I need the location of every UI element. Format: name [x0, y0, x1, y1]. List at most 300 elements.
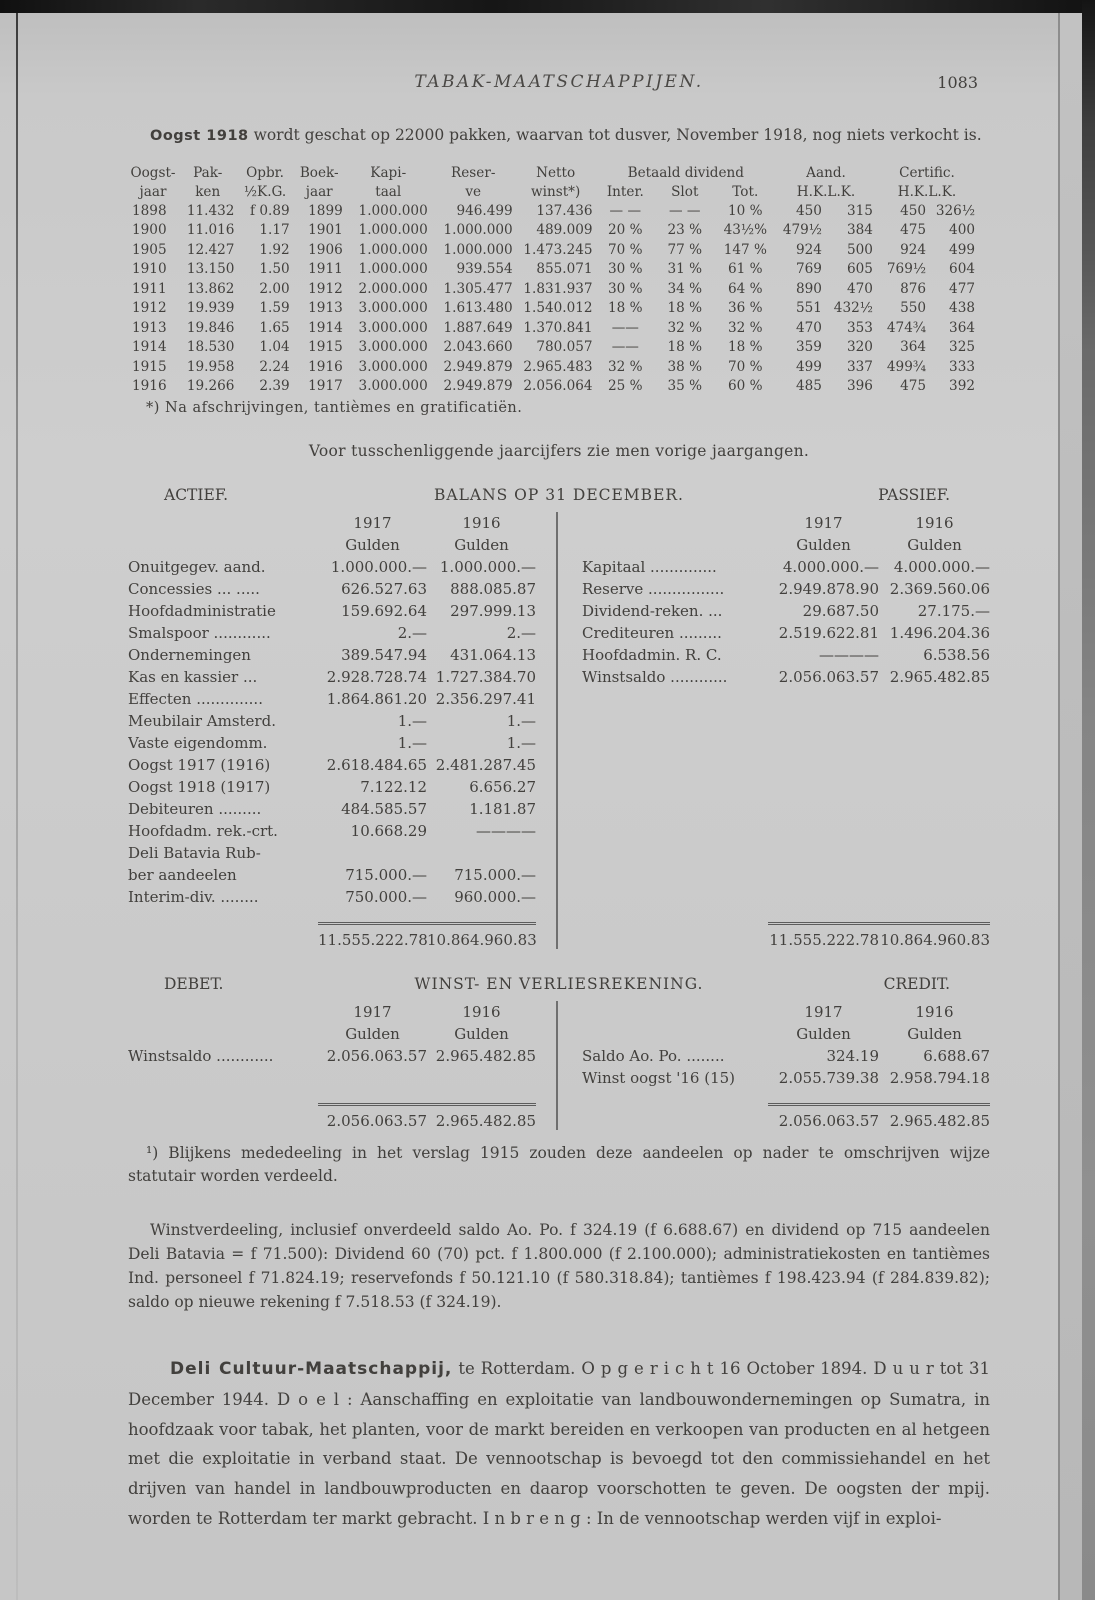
stats-cell: 1912	[132, 300, 167, 317]
ledger-label: Deli Batavia Rub-	[128, 843, 261, 862]
stats-cell: 147 %	[723, 241, 767, 258]
balans-section	[128, 486, 990, 949]
ledger-row	[128, 600, 536, 622]
deli-paragraph	[128, 1354, 990, 1533]
winst-verlies-section	[128, 975, 990, 1130]
ledger-row	[128, 644, 536, 666]
currency-label: Gulden	[907, 535, 962, 554]
stats-cell: 32 %	[728, 319, 763, 336]
currency-label: Gulden	[796, 1024, 851, 1043]
ledger-label: Reserve ................	[582, 579, 725, 598]
ledger-label: Vaste eigendomm.	[128, 733, 268, 752]
stats-row	[128, 241, 978, 261]
ledger-value-1917: ————	[819, 645, 879, 664]
year-1917: 1917	[353, 1002, 392, 1021]
ledger-value-1917: 4.000.000.—	[782, 557, 879, 576]
stats-cell: 475	[900, 222, 927, 239]
col-nettowinst: Netto	[536, 164, 576, 181]
col-oogstjaar-sub: jaar	[139, 183, 167, 200]
passief-total-1916: 10.864.960.83	[879, 922, 990, 949]
stats-cell: 890	[796, 280, 822, 297]
stats-cell: 25 %	[608, 378, 643, 395]
ledger-label: Onuitgegev. aand.	[128, 557, 266, 576]
ledger-row	[582, 644, 990, 666]
stats-cell: 31 %	[667, 261, 703, 278]
deli-company-name: Deli Cultuur-Maatschappij,	[170, 1359, 453, 1380]
actief-year-header	[128, 512, 536, 534]
stats-cell: 2.949.879	[443, 358, 513, 375]
stats-cell: 1.59	[259, 300, 290, 317]
currency-label: Gulden	[454, 1024, 509, 1043]
col-aandeelen: Aand.	[806, 164, 846, 181]
stats-cell: 1898	[132, 202, 167, 219]
stats-cell: 432½	[833, 300, 873, 317]
ledger-value-1916: ————	[476, 821, 536, 840]
ledger-value-1916: 2.965.482.85	[435, 1046, 536, 1065]
ledger-value-1917: 2.618.484.65	[326, 755, 427, 774]
stats-row	[128, 377, 978, 397]
wv-totals	[128, 1103, 990, 1130]
ledger-label: Concessies ... .....	[128, 579, 260, 598]
stats-cell: 1901	[308, 222, 343, 239]
stats-table	[128, 164, 978, 397]
stats-cell: 551	[796, 300, 822, 317]
stats-cell: 325	[949, 339, 975, 356]
col-opbrengst-sub: ½K.G.	[243, 183, 287, 200]
ledger-row	[128, 556, 536, 578]
ledger-value-1917: 1.—	[397, 711, 427, 730]
stats-cell: 13.862	[186, 280, 235, 297]
ledger-label: Effecten ..............	[128, 689, 263, 708]
ledger-value-1917: 1.864.861.20	[326, 689, 427, 708]
ledger-value-1917: 626.527.63	[341, 579, 427, 598]
stats-cell: 876	[900, 280, 927, 297]
actief-total-1916: 10.864.960.83	[427, 922, 536, 949]
scan-top-edge	[0, 0, 1095, 13]
col-kapitaal-sub: taal	[375, 183, 402, 200]
debet-total-1917: 2.056.063.57	[318, 1103, 427, 1130]
stats-cell: 137.436	[536, 202, 593, 219]
debet-currency-header	[128, 1023, 536, 1045]
stats-cell: 1900	[132, 222, 167, 239]
stats-cell: 1915	[308, 339, 343, 356]
col-pakken: Pak-	[193, 164, 223, 181]
ledger-row	[582, 666, 990, 688]
ledger-row	[128, 666, 536, 688]
ledger-label: Saldo Ao. Po. ........	[582, 1046, 725, 1065]
stats-cell: 499	[949, 241, 975, 258]
stats-cell: 2.24	[259, 358, 290, 375]
stats-cell: 353	[846, 319, 873, 336]
ledger-row	[582, 622, 990, 644]
year-1917: 1917	[804, 513, 843, 532]
ledger-row	[128, 754, 536, 776]
stats-cell: 20 %	[608, 222, 643, 239]
col-cert-hklk-sub: H.K.L.K.	[897, 183, 957, 200]
stats-cell: 19.266	[186, 378, 235, 395]
col-betaald-dividend: Betaald dividend	[627, 164, 744, 181]
stats-cell: 392	[949, 378, 975, 395]
stats-cell: 1.305.477	[443, 280, 513, 297]
stats-row	[128, 319, 978, 339]
stats-cell: 1899	[308, 202, 343, 219]
ledger-value-1917: 159.692.64	[341, 601, 427, 620]
interim-note: Voor tusschenliggende jaarcijfers zie men vorige jaargangen.	[308, 441, 810, 460]
stats-cell: 23 %	[667, 222, 703, 239]
debet-column	[128, 1001, 536, 1067]
stats-cell: 1.65	[259, 319, 290, 336]
stats-cell: 438	[949, 300, 975, 317]
debet-heading: DEBET.	[164, 974, 224, 993]
ledger-row	[128, 776, 536, 798]
wv-headline	[128, 975, 990, 999]
debet-year-header	[128, 1001, 536, 1023]
stats-cell: 479½	[782, 222, 822, 239]
stats-cell: 2.965.483	[523, 358, 593, 375]
stats-cell: 77 %	[667, 241, 703, 258]
col-totaal-sub: Tot.	[732, 183, 759, 200]
stats-cell: 1.000.000	[443, 222, 513, 239]
stats-cell: 499	[796, 358, 822, 375]
stats-cell: 1.92	[259, 241, 290, 258]
credit-rows	[582, 1045, 990, 1089]
stats-cell: 1.540.012	[523, 300, 593, 317]
stats-cell: 337	[846, 358, 873, 375]
stats-cell: 499¾	[886, 358, 927, 375]
stats-cell: 1.000.000	[358, 202, 428, 219]
stats-cell: 3.000.000	[358, 358, 428, 375]
scan-left-crease	[16, 13, 18, 1600]
stats-cell: 1917	[308, 378, 343, 395]
ledger-label: Winst oogst '16 (15)	[582, 1068, 736, 1087]
ledger-value-1917: 715.000.—	[345, 865, 427, 884]
stats-cell: 769	[796, 261, 822, 278]
stats-cell: 320	[846, 339, 873, 356]
stats-cell: 1911	[308, 261, 343, 278]
intro-text: wordt geschat op 22000 pakken, waarvan tot dusver, November 1918, nog niets verkocht is.	[248, 126, 982, 144]
balans-grid	[128, 512, 990, 949]
stats-cell: 3.000.000	[358, 300, 428, 317]
ledger-row	[128, 886, 536, 908]
page-title: TABAK-MAATSCHAPPIJEN.	[414, 72, 704, 92]
ledger-value-1917: 389.547.94	[341, 645, 427, 664]
stats-cell: 450	[900, 202, 927, 219]
credit-total-1916: 2.965.482.85	[879, 1103, 990, 1130]
stats-cell: 604	[949, 261, 975, 278]
intro-paragraph	[128, 124, 990, 148]
ledger-value-1916: 960.000.—	[454, 887, 536, 906]
intro-lead: Oogst 1918	[150, 128, 249, 144]
stats-cell: 30 %	[608, 261, 643, 278]
ledger-value-1917: 1.000.000.—	[330, 557, 427, 576]
ledger-value-1917: 1.—	[397, 733, 427, 752]
ledger-label: Meubilair Amsterd.	[128, 711, 276, 730]
stats-row	[128, 260, 978, 280]
ledger-value-1917: 2.949.878.90	[778, 579, 879, 598]
stats-cell: 364	[949, 319, 975, 336]
ledger-label: Hoofdadmin. R. C.	[582, 645, 722, 664]
currency-label: Gulden	[454, 535, 509, 554]
stats-cell: 18 %	[667, 339, 703, 356]
stats-cell: 400	[949, 222, 975, 239]
ledger-label: Dividend-reken. ...	[582, 601, 723, 620]
ledger-label: Oogst 1918 (1917)	[128, 777, 271, 796]
ledger-value-1917	[318, 842, 427, 864]
stats-cell: 1910	[132, 261, 167, 278]
ledger-row	[582, 1067, 990, 1089]
col-slot-sub: Slot	[671, 183, 699, 200]
ledger-value-1917: 750.000.—	[345, 887, 427, 906]
ledger-label: Kas en kassier ...	[128, 667, 258, 686]
stats-cell: 1913	[308, 300, 343, 317]
ledger-label: Winstsaldo ............	[582, 667, 728, 686]
stats-cell: 3.000.000	[358, 339, 428, 356]
balans-title: BALANS OP 31 DECEMBER.	[434, 485, 684, 504]
stats-cell: 326½	[935, 202, 975, 219]
stats-row	[128, 358, 978, 378]
stats-cell: 13.150	[186, 261, 235, 278]
currency-label: Gulden	[345, 535, 400, 554]
stats-cell: 489.009	[536, 222, 593, 239]
page-number: 1083	[937, 73, 978, 92]
ledger-row	[128, 622, 536, 644]
credit-column	[582, 1001, 990, 1089]
stats-cell: 1.17	[259, 222, 290, 239]
credit-year-header	[582, 1001, 990, 1023]
currency-label: Gulden	[345, 1024, 400, 1043]
ledger-value-1916: 1.727.384.70	[435, 667, 536, 686]
passief-total-1917: 11.555.222.78	[768, 922, 879, 949]
stats-cell: 477	[949, 280, 975, 297]
ledger-row	[128, 732, 536, 754]
stats-cell: 1.887.649	[443, 319, 513, 336]
stats-cell: 12.427	[186, 241, 235, 258]
stats-row	[128, 280, 978, 300]
ledger-label: Oogst 1917 (1916)	[128, 755, 271, 774]
year-1916: 1916	[915, 513, 954, 532]
stats-cell: 1.831.937	[523, 280, 593, 297]
ledger-value-1916: 2.958.794.18	[889, 1068, 990, 1087]
stats-row	[128, 338, 978, 358]
stats-cell: 485	[796, 378, 822, 395]
currency-label: Gulden	[796, 535, 851, 554]
scan-book-edge-shadow	[1082, 0, 1095, 1600]
credit-currency-header	[582, 1023, 990, 1045]
scan-page-edge-band	[1060, 13, 1082, 1600]
stats-cell: — —	[669, 202, 701, 219]
stats-cell: 10 %	[728, 202, 763, 219]
ledger-value-1917: 2.056.063.57	[778, 667, 879, 686]
stats-row	[128, 221, 978, 241]
ledger-label: Crediteuren .........	[582, 623, 722, 642]
passief-rows	[582, 556, 990, 688]
credit-heading: CREDIT.	[883, 974, 950, 993]
ledger-value-1916: 2.369.560.06	[889, 579, 990, 598]
stats-cell: 315	[846, 202, 873, 219]
stats-cell: 36 %	[728, 300, 763, 317]
page-content	[128, 72, 990, 1533]
ledger-row	[128, 842, 536, 864]
stats-footnote: *) Na afschrijvingen, tantièmes en gratificatiën.	[146, 399, 523, 416]
ledger-value-1916: 2.965.482.85	[889, 667, 990, 686]
ledger-row	[128, 710, 536, 732]
year-1916: 1916	[462, 1002, 501, 1021]
ledger-value-1916: 297.999.13	[450, 601, 536, 620]
stats-cell: 1.000.000	[358, 241, 428, 258]
ledger-label: Winstsaldo ............	[128, 1046, 274, 1065]
ledger-value-1916: 6.656.27	[469, 777, 536, 796]
stats-cell: 1.000.000	[358, 222, 428, 239]
passief-column	[582, 512, 990, 688]
wv-grid	[128, 1001, 990, 1130]
ledger-row	[582, 1045, 990, 1067]
ledger-value-1917: 7.122.12	[360, 777, 427, 796]
stats-cell: 396	[846, 378, 873, 395]
ledger-row	[128, 820, 536, 842]
stats-cell: f 0.89	[250, 202, 290, 219]
col-oogstjaar: Oogst-	[130, 164, 176, 181]
ledger-value-1916: 6.688.67	[923, 1046, 990, 1065]
stats-cell: 18 %	[728, 339, 763, 356]
ledger-value-1916: 1.181.87	[469, 799, 536, 818]
ledger-value-1917: 29.687.50	[802, 601, 879, 620]
ledger-value-1916: 2.—	[506, 623, 536, 642]
ledger-value-1916	[427, 842, 536, 864]
stats-cell: 70 %	[728, 358, 763, 375]
stats-cell: ——	[611, 319, 639, 336]
stats-cell: 38 %	[667, 358, 703, 375]
stats-cell: 19.958	[186, 358, 235, 375]
stats-cell: 1.04	[259, 339, 290, 356]
running-head	[128, 72, 990, 98]
col-reserve-sub: ve	[465, 183, 482, 200]
stats-cell: 1.473.245	[523, 241, 593, 258]
stats-cell: 1915	[132, 358, 167, 375]
stats-header-row-2	[128, 183, 978, 202]
actief-total-1917: 11.555.222.78	[318, 922, 427, 949]
stats-cell: 855.071	[536, 261, 593, 278]
ledger-label: Debiteuren .........	[128, 799, 262, 818]
ledger-value-1917: 2.928.728.74	[326, 667, 427, 686]
ledger-value-1917: 2.519.622.81	[778, 623, 879, 642]
deli-text: te Rotterdam. O p g e r i c h t 16 October 1894. D u u r tot 31 December 1944. D o e l : Aanschaffing en exploitatie van landbouwondernemingen op Sumatra, in hoofdzaak voor tabak, het planten, voor de markt bereiden en verkoopen van producten en al hetgeen met die exploitatie in verband staat. De vennootschap is bevoegd tot den commissiehandel en het drijven van handel in landbouwproducten en daarop voorschotten te geven. De oogsten der mpij. worden te Rotterdam ter markt gebracht. I n b r e n g : In de vennootschap werden vijf in exploi-	[128, 1359, 990, 1528]
ledger-value-1916: 1.—	[506, 733, 536, 752]
stats-cell: 34 %	[667, 280, 703, 297]
col-nettowinst-sub: winst*)	[530, 183, 581, 200]
stats-cell: 1906	[308, 241, 343, 258]
col-aand-hklk-sub: H.K.L.K.	[796, 183, 856, 200]
stats-cell: 32 %	[667, 319, 703, 336]
ledger-label: Ondernemingen	[128, 645, 251, 664]
stats-cell: 1916	[132, 378, 167, 395]
debet-total-1916: 2.965.482.85	[427, 1103, 536, 1130]
ledger-row	[582, 578, 990, 600]
stats-cell: 32 %	[608, 358, 643, 375]
ledger-row	[128, 688, 536, 710]
year-1917: 1917	[804, 1002, 843, 1021]
stats-cell: 769½	[886, 261, 927, 278]
ledger-row	[128, 864, 536, 886]
ledger-value-1916: 27.175.—	[917, 601, 990, 620]
ledger-label: Smalspoor ............	[128, 623, 271, 642]
stats-cell: 11.432	[186, 202, 235, 219]
stats-cell: 500	[846, 241, 873, 258]
passief-heading: PASSIEF.	[878, 485, 950, 504]
ledger-value-1916: 1.496.204.36	[889, 623, 990, 642]
col-boekjaar-sub: jaar	[305, 183, 333, 200]
stats-cell: 475	[900, 378, 927, 395]
ledger-value-1916: 1.000.000.—	[439, 557, 536, 576]
stats-cell: 384	[846, 222, 873, 239]
balans-headline	[128, 486, 990, 510]
col-pakken-sub: ken	[195, 183, 221, 200]
ledger-value-1916: 4.000.000.—	[893, 557, 990, 576]
col-certificaten: Certific.	[899, 164, 955, 181]
ledger-row	[128, 1045, 536, 1067]
year-1916: 1916	[915, 1002, 954, 1021]
currency-label: Gulden	[907, 1024, 962, 1043]
stats-cell: — —	[609, 202, 642, 219]
stats-cell: 1914	[132, 339, 167, 356]
stats-cell: 2.000.000	[358, 280, 428, 297]
stats-cell: 18 %	[667, 300, 703, 317]
stats-cell: 11.016	[186, 222, 235, 239]
col-kapitaal: Kapi-	[370, 164, 407, 181]
stats-cell: 470	[796, 319, 822, 336]
stats-cell: 2.056.064	[523, 378, 593, 395]
stats-cell: 70 %	[608, 241, 643, 258]
stats-cell: 19.939	[186, 300, 235, 317]
debet-rows	[128, 1045, 536, 1067]
col-reserve: Reser-	[451, 164, 496, 181]
stats-cell: 924	[900, 241, 927, 258]
ledger-value-1916: 1.—	[506, 711, 536, 730]
stats-cell: ——	[611, 339, 639, 356]
stats-cell: 474¾	[886, 319, 927, 336]
stats-cell: 60 %	[728, 378, 763, 395]
stats-cell: 43½%	[723, 222, 767, 239]
actief-heading: ACTIEF.	[164, 485, 229, 504]
stats-cell: 3.000.000	[358, 319, 428, 336]
stats-cell: 1905	[132, 241, 167, 258]
stats-cell: 35 %	[667, 378, 703, 395]
stats-cell: 924	[796, 241, 822, 258]
ledger-row	[128, 798, 536, 820]
ledger-value-1917: 10.668.29	[350, 821, 427, 840]
stats-cell: 605	[846, 261, 873, 278]
stats-cell: 3.000.000	[358, 378, 428, 395]
actief-rows	[128, 556, 536, 908]
ledger-row	[582, 556, 990, 578]
stats-cell: 333	[949, 358, 975, 375]
stats-cell: 550	[900, 300, 927, 317]
stats-cell: 19.846	[186, 319, 235, 336]
stats-cell: 1.50	[259, 261, 290, 278]
stats-cell: 1.613.480	[443, 300, 513, 317]
stats-cell: 364	[900, 339, 927, 356]
footnote-1: ¹) Blijkens mededeeling in het verslag 1915 zouden deze aandeelen op nader te omschrijven wijze statutair worden verdeeld.	[128, 1143, 990, 1185]
ledger-value-1916: 431.064.13	[450, 645, 536, 664]
ledger-label: Interim-div. ........	[128, 887, 259, 906]
ledger-label: ber aandeelen	[128, 865, 237, 884]
stats-table-body	[128, 202, 978, 397]
ledger-value-1916: 888.085.87	[450, 579, 536, 598]
stats-cell: 2.00	[259, 280, 290, 297]
stats-cell: 470	[846, 280, 873, 297]
ledger-value-1917: 2.055.739.38	[778, 1068, 879, 1087]
winstverdeeling-paragraph: Winstverdeeling, inclusief onverdeeld saldo Ao. Po. f 324.19 (f 6.688.67) en dividend op 715 aandeelen Deli Batavia = f 71.500): Dividend 60 (70) pct. f 1.800.000 (f 2.100.000); administratiekosten en tantièmes Ind. personeel f 71.824.19; reservefonds f 50.121.10 (f 580.318.84); tantièmes f 198.423.94 (f 284.839.82); saldo op nieuwe rekening f 7.518.53 (f 324.19).	[128, 1221, 990, 1312]
stats-cell: 2.043.660	[443, 339, 513, 356]
